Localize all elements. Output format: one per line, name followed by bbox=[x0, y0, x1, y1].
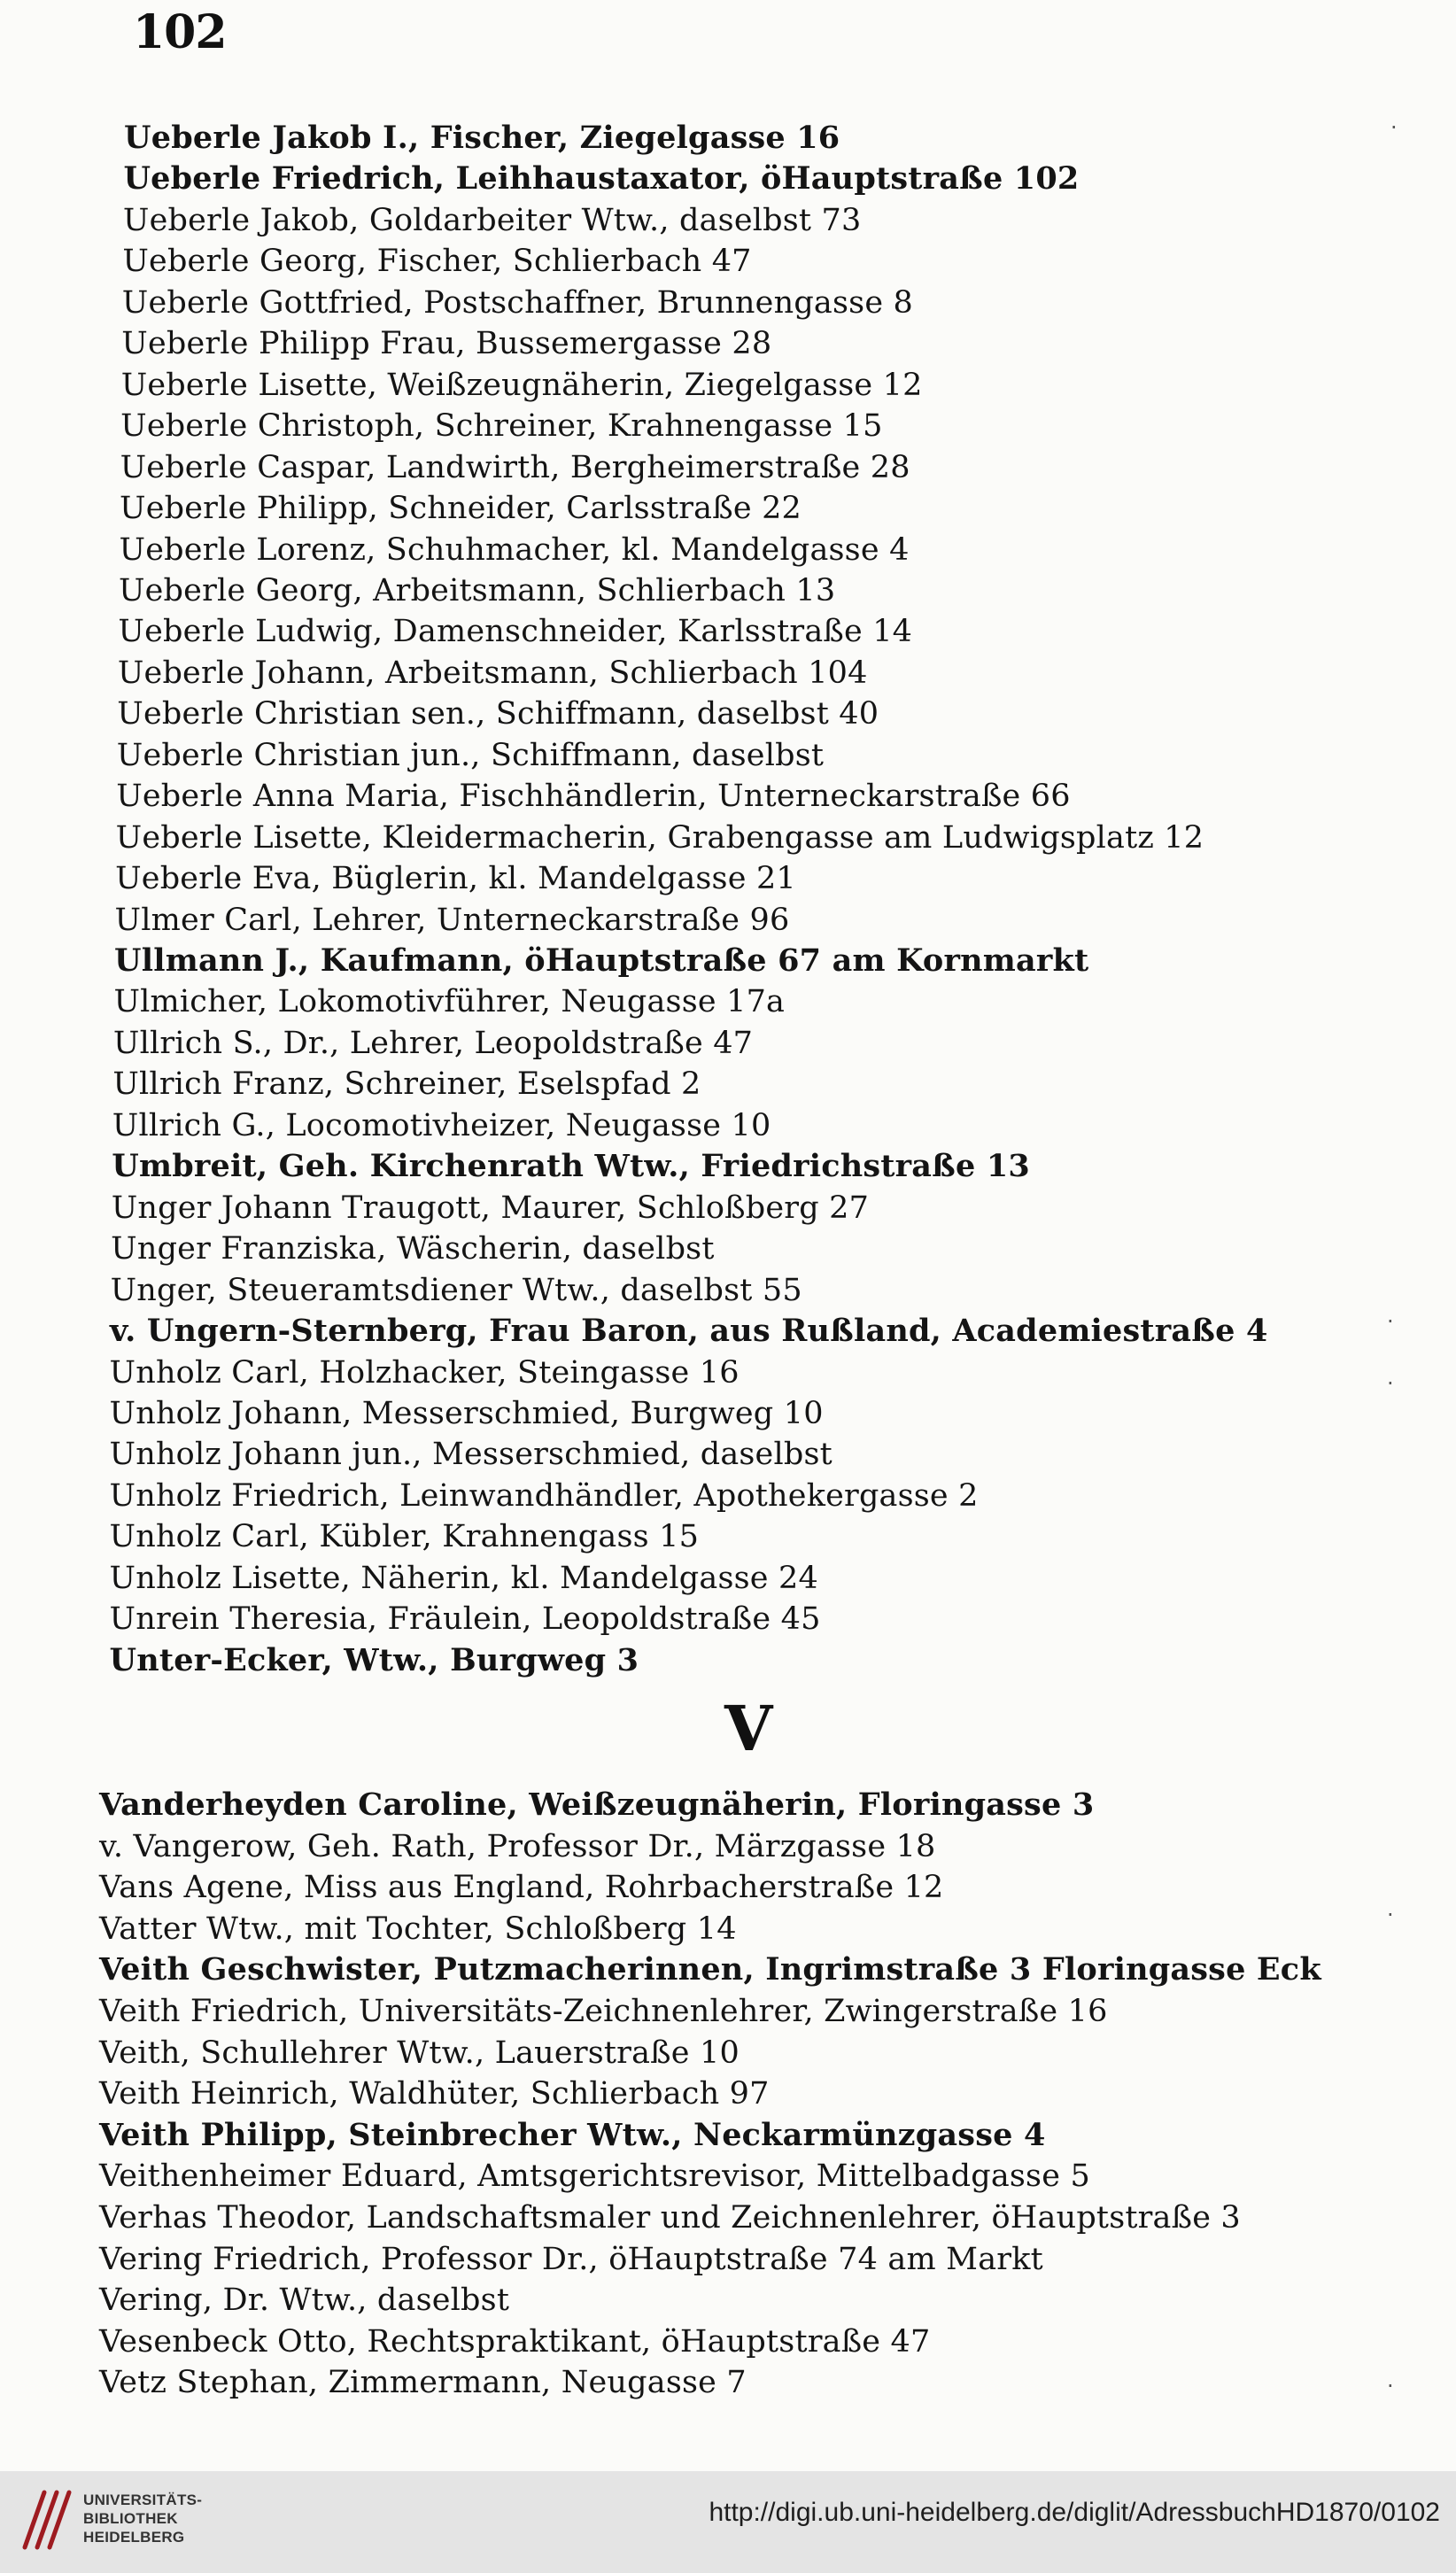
directory-entry: Vering, Dr. Wtw., daselbst bbox=[99, 2282, 510, 2319]
directory-entry: Vesenbeck Otto, Rechtspraktikant, öHauptstraße 47 bbox=[99, 2323, 931, 2360]
directory-entry: Unholz Carl, Holzhacker, Steingasse 16 bbox=[109, 1354, 740, 1391]
directory-entry: Ueberle Ludwig, Damenschneider, Karlsstraße 14 bbox=[118, 614, 913, 650]
directory-entry: Ueberle Johann, Arbeitsmann, Schlierbach 104 bbox=[117, 655, 868, 691]
directory-entry: Ullrich Franz, Schreiner, Eselspfad 2 bbox=[112, 1066, 701, 1103]
directory-entry: Unholz Johann, Messerschmied, Burgweg 10 bbox=[109, 1395, 824, 1431]
directory-entry: Ueberle Lisette, Weißzeugnäherin, Ziegelgasse 12 bbox=[120, 367, 923, 403]
logo-line: UNIVERSITÄTS- bbox=[83, 2492, 203, 2508]
directory-entry: Ueberle Georg, Fischer, Schlierbach 47 bbox=[122, 244, 752, 280]
directory-entry: Ueberle Christian sen., Schiffmann, daselbst 40 bbox=[117, 696, 879, 732]
scan-speck: · bbox=[1387, 1309, 1394, 1334]
directory-entry: Umbreit, Geh. Kirchenrath Wtw., Friedrichstraße 13 bbox=[112, 1148, 1030, 1185]
directory-entry: Ulmicher, Lokomotivführer, Neugasse 17a bbox=[113, 984, 786, 1020]
directory-entry: Unger, Steueramtsdiener Wtw., daselbst 55 bbox=[110, 1272, 802, 1308]
directory-entry: Vans Agene, Miss aus England, Rohrbacherstraße 12 bbox=[99, 1870, 944, 1906]
directory-entry: Ueberle Philipp, Schneider, Carlsstraße 22 bbox=[120, 491, 802, 527]
section-letter-heading: V bbox=[724, 1692, 773, 1765]
directory-entry: Vanderheyden Caroline, Weißzeugnäherin, Floringasse 3 bbox=[99, 1786, 1095, 1823]
directory-entry: Ueberle Georg, Arbeitsmann, Schlierbach 13 bbox=[118, 572, 836, 608]
directory-entry: v. Ungern-Sternberg, Frau Baron, aus Rußland, Academiestraße 4 bbox=[110, 1313, 1268, 1350]
scan-speck: · bbox=[1387, 2374, 1394, 2399]
directory-entry: Veith Philipp, Steinbrecher Wtw., Neckarmünzgasse 4 bbox=[99, 2116, 1046, 2153]
directory-entry: Veith Geschwister, Putzmacherinnen, Ingrimstraße 3 Floringasse Eck bbox=[99, 1951, 1321, 1988]
directory-entry: Ueberle Lisette, Kleidermacherin, Grabengasse am Ludwigsplatz 12 bbox=[115, 819, 1204, 856]
directory-entry: Ueberle Christoph, Schreiner, Krahnengasse 15 bbox=[120, 408, 883, 445]
directory-entry: Ueberle Christian jun., Schiffmann, daselbst bbox=[116, 737, 825, 773]
directory-entry: Ueberle Caspar, Landwirth, Bergheimerstraße 28 bbox=[120, 449, 910, 485]
directory-entry: Ullrich S., Dr., Lehrer, Leopoldstraße 47 bbox=[112, 1025, 754, 1061]
directory-entry: Ueberle Friedrich, Leihhaustaxator, öHauptstraße 102 bbox=[123, 160, 1080, 198]
directory-entry: Ullrich G., Locomotivheizer, Neugasse 10 bbox=[112, 1107, 771, 1143]
directory-entry: Ueberle Jakob, Goldarbeiter Wtw., daselbst 73 bbox=[122, 202, 862, 238]
directory-entry: Unter-Ecker, Wtw., Burgweg 3 bbox=[109, 1641, 639, 1678]
library-logo-text bbox=[83, 2491, 202, 2546]
directory-entry: Ueberle Philipp Frau, Bussemergasse 28 bbox=[121, 326, 772, 362]
page-number: 102 bbox=[133, 5, 227, 59]
directory-entry: Unger Franziska, Wäscherin, daselbst bbox=[111, 1231, 715, 1267]
directory-entry: Veith Heinrich, Waldhüter, Schlierbach 97 bbox=[99, 2076, 770, 2112]
directory-entry: Ueberle Gottfried, Postschaffner, Brunnengasse 8 bbox=[121, 284, 914, 321]
scan-speck: · bbox=[1387, 1371, 1394, 1396]
directory-entry: Ulmer Carl, Lehrer, Unterneckarstraße 96 bbox=[114, 902, 790, 938]
scan-speck: · bbox=[1387, 1903, 1394, 1927]
directory-entry: Unholz Lisette, Näherin, kl. Mandelgasse 24 bbox=[109, 1560, 818, 1596]
logo-line: BIBLIOTHEK bbox=[83, 2510, 178, 2527]
directory-entry: Ueberle Lorenz, Schuhmacher, kl. Mandelgasse 4 bbox=[119, 531, 910, 568]
directory-entry: Verhas Theodor, Landschaftsmaler und Zeichnenlehrer, öHauptstraße 3 bbox=[99, 2200, 1241, 2236]
library-footer bbox=[0, 2471, 1456, 2573]
directory-entry: Unger Johann Traugott, Maurer, Schloßberg 27 bbox=[111, 1190, 870, 1226]
directory-entry: Ullmann J., Kaufmann, öHauptstraße 67 am Kornmarkt bbox=[114, 942, 1089, 979]
directory-entry: Veithenheimer Eduard, Amtsgerichtsrevisor, Mittelbadgasse 5 bbox=[99, 2158, 1090, 2195]
directory-entry: Unholz Johann jun., Messerschmied, daselbst bbox=[109, 1437, 833, 1473]
directory-entry: v. Vangerow, Geh. Rath, Professor Dr., Märzgasse 18 bbox=[99, 1828, 936, 1864]
directory-entry: Vatter Wtw., mit Tochter, Schloßberg 14 bbox=[99, 1910, 737, 1947]
logo-line: HEIDELBERG bbox=[83, 2529, 185, 2546]
directory-entry: Ueberle Eva, Büglerin, kl. Mandelgasse 21 bbox=[115, 861, 796, 897]
directory-entry: Unholz Carl, Kübler, Krahnengass 15 bbox=[109, 1519, 700, 1555]
directory-entry: Unrein Theresia, Fräulein, Leopoldstraße 45 bbox=[109, 1601, 821, 1638]
university-library-logo-icon bbox=[18, 2485, 74, 2553]
directory-entry: Vering Friedrich, Professor Dr., öHauptstraße 74 am Markt bbox=[99, 2241, 1043, 2277]
directory-entry: Veith Friedrich, Universitäts-Zeichnenlehrer, Zwingerstraße 16 bbox=[99, 1994, 1108, 2029]
source-url-link[interactable]: http://digi.ub.uni-heidelberg.de/diglit/AdressbuchHD1870/0102 bbox=[709, 2498, 1440, 2527]
directory-entry: Ueberle Jakob I., Fischer, Ziegelgasse 16 bbox=[124, 120, 840, 156]
scan-speck: · bbox=[1390, 115, 1398, 140]
directory-entry: Vetz Stephan, Zimmermann, Neugasse 7 bbox=[99, 2365, 747, 2401]
directory-entry: Unholz Friedrich, Leinwandhändler, Apothekergasse 2 bbox=[109, 1477, 979, 1514]
directory-entry: Veith, Schullehrer Wtw., Lauerstraße 10 bbox=[99, 2034, 740, 2071]
directory-entry: Ueberle Anna Maria, Fischhändlerin, Unterneckarstraße 66 bbox=[116, 779, 1071, 815]
